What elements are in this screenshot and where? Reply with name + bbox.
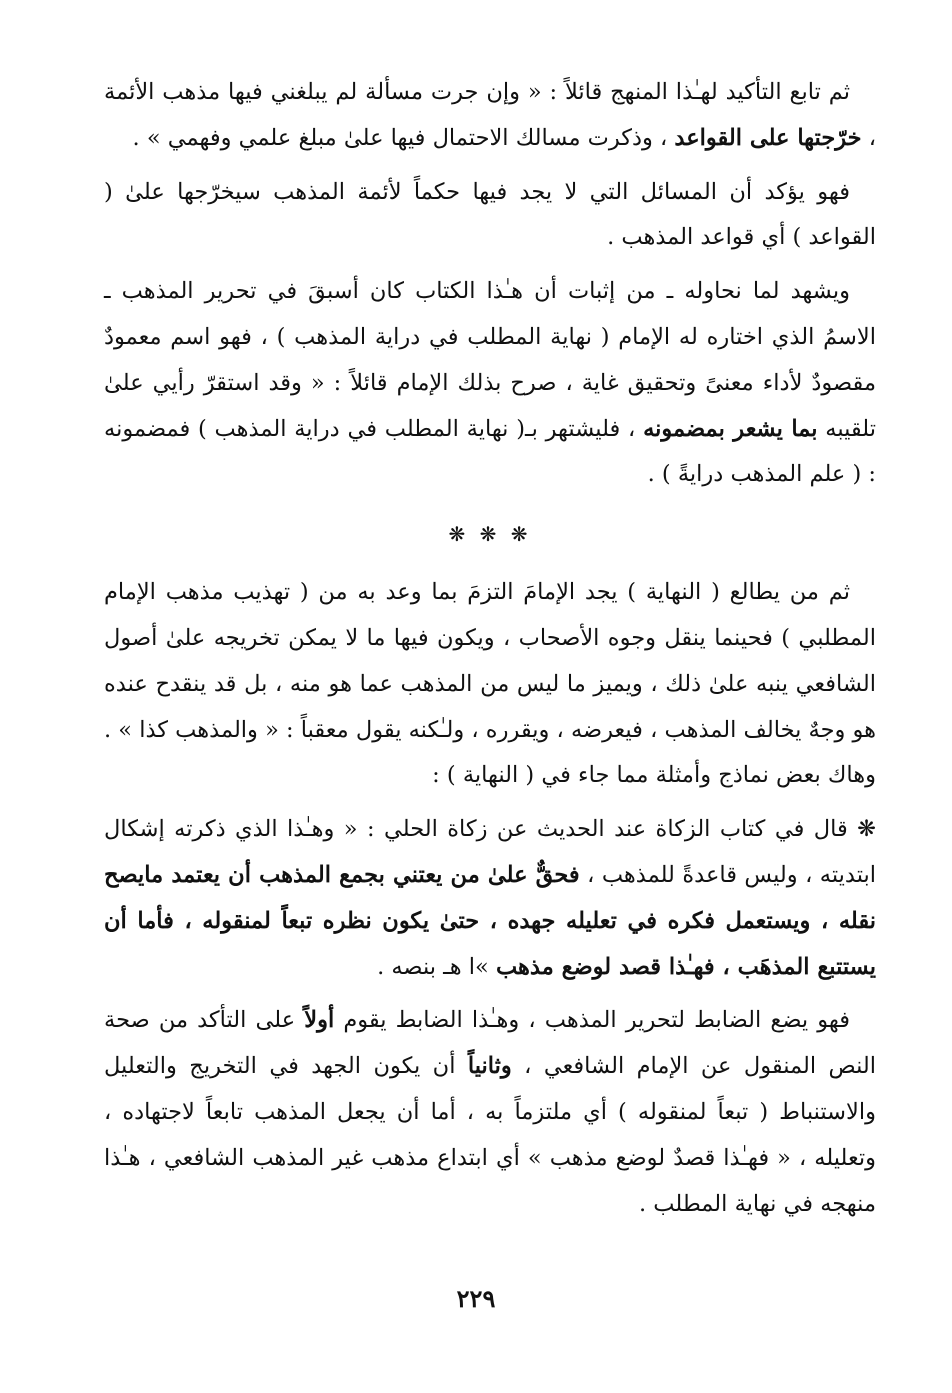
text-run: على التأكد من صحة النص المنقول عن الإمام الشافعي ، — [104, 1007, 877, 1080]
page-body — [104, 70, 876, 1227]
text-run: فهو يضع الضابط لتحرير المذهب ، وهـٰذا الضابط يقوم — [334, 1007, 850, 1034]
paragraph — [104, 70, 876, 162]
paragraph — [104, 269, 876, 498]
text-run: فهو يؤكد أن المسائل التي لا يجد فيها حكماً لأئمة المذهب سيخرّجها علىٰ ( القواعد ) أي قواعد المذهب . — [104, 178, 876, 251]
text-run: ، فليشتهر بـ( نهاية المطلب في دراية المذهب ) فمضمونه : ( علم المذهب درايةً ) . — [104, 415, 876, 488]
paragraph — [104, 570, 876, 799]
paragraph — [104, 170, 876, 262]
bold-text: بما يشعر بمضمونه — [643, 415, 818, 442]
text-run: »ا هـ بنصه . — [377, 953, 496, 980]
page-number: ٢٢٩ — [456, 1284, 496, 1313]
bold-text: وثانياً — [467, 1053, 512, 1080]
bullet-paragraph — [104, 807, 876, 990]
text-run: ثم من يطالع ( النهاية ) يجد الإمامَ التزمَ بما وعد به من ( تهذيب مذهب الإمام المطلبي ) فحينما ينقل وجوه الأصحاب ، ويكون فيها ما لا يمكن تخريجه علىٰ أصول الشافعي ينبه علىٰ ذلك ، ويميز ما ليس من المذهب عما هو منه ، بل قد ينقدح عنده هو وجهٌ يخالف المذهب ، فيعرضه ، ويقرره ، ولـٰكنه يقول معقباً : « والمذهب كذا » . وهاك بعض نماذج وأمثلة مما جاء في ( النهاية ) : — [104, 579, 876, 789]
text-run: أن يكون الجهد في التخريج والتعليل والاستنباط ( تبعاً لمنقوله ) أي ملتزماً به ، أما أن يجعل المذهب تابعاً لاجتهاده ، وتعليله ، « فهـٰذا قصدٌ لوضع مذهب » أي ابتداع مذهب غير المذهب الشافعي ، هـٰذا منهجه في نهاية المطلب . — [104, 1053, 876, 1217]
bold-text: خرّجتها على القواعد — [674, 124, 862, 151]
text-run: ❋ قال في كتاب الزكاة عند الحديث عن زكاة الحلي : « وهـٰذا الذي ذكرته إشكال ابتديته ، وليس قاعدةً للمذهب ، — [104, 816, 877, 888]
text-run: ، وذكرت مسالك الاحتمال فيها علىٰ مبلغ علمي وفهمي » . — [132, 124, 675, 151]
text-block-bottom — [104, 570, 876, 1227]
bold-text: فحقٌّ علىٰ من يعتني بجمع المذهب أن يعتمد مايصح نقله ، ويستعمل فكره في تعليله جهده ، حتىٰ يكون نظره تبعاً لمنقوله ، فأما أن يستتبع المذهَب ، فهـٰذا قصد لوضع مذهب — [104, 861, 876, 980]
text-block-top — [104, 70, 876, 498]
text-run: ويشهد لما نحاوله ـ من إثبات أن هـٰذا الكتاب كان أسبقَ في تحرير المذهب ـ الاسمُ الذي اختاره له الإمام ( نهاية المطلب في دراية المذهب ) ، فهو اسم معمودٌ مقصودٌ لأداء معنىً وتحقيق غاية ، صرح بذلك الإمام قائلاً : « وقد استقرّ رأيي علىٰ تلقيبه — [104, 278, 876, 442]
paragraph — [104, 998, 876, 1227]
text-run: ثم تابع التأكيد لهـٰذا المنهج قائلاً : « وإن جرت مسألة لم يبلغني فيها مذهب الأئمة ، — [104, 79, 876, 151]
section-separator: ❋ ❋ ❋ — [448, 522, 532, 547]
bold-text: أولاً — [304, 1007, 335, 1034]
